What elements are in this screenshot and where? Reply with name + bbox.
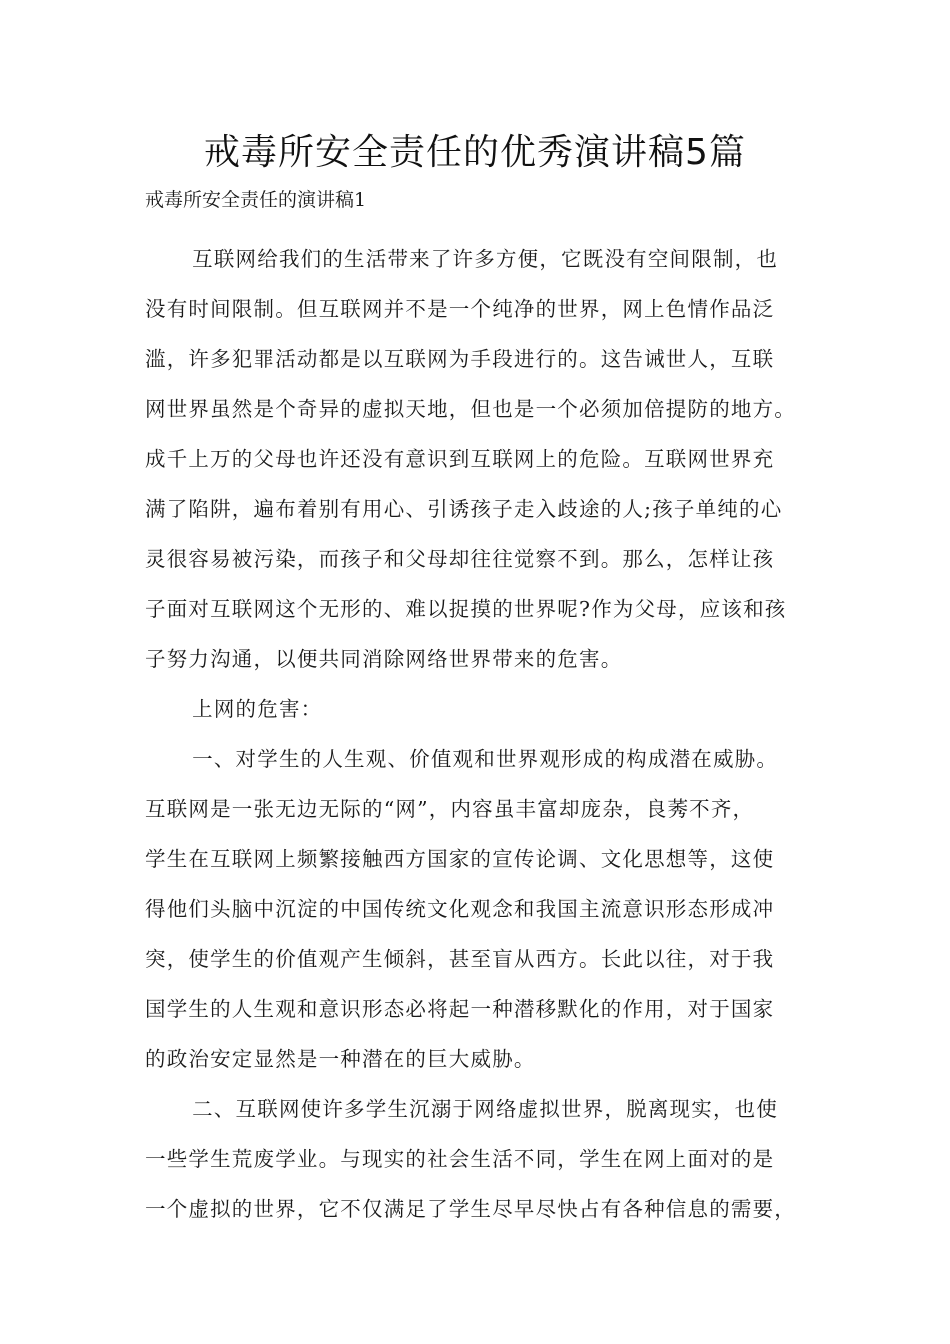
paragraph [145, 684, 810, 734]
text-line: 上网的危害： [192, 697, 323, 721]
section-subtitle: 戒毒所安全责任的演讲稿1 [145, 189, 367, 211]
paragraph [145, 1084, 810, 1234]
text-line: 国学生的人生观和意识形态必将起一种潜移默化的作用，对于国家 [145, 997, 775, 1021]
paragraph [145, 734, 810, 1084]
text-line: 学生在互联网上频繁接触西方国家的宣传论调、文化思想等，这使 [145, 847, 775, 871]
text-line: 没有时间限制。但互联网并不是一个纯净的世界，网上色情作品泛 [145, 297, 775, 321]
text-line: 的政治安定显然是一种潜在的巨大威胁。 [145, 1047, 536, 1071]
text-line: 一个虚拟的世界，它不仅满足了学生尽早尽快占有各种信息的需要， [145, 1197, 796, 1221]
text-line: 突，使学生的价值观产生倾斜，甚至盲从西方。长此以往，对于我 [145, 947, 775, 971]
text-line: 子努力沟通，以便共同消除网络世界带来的危害。 [145, 647, 623, 671]
text-line: 互联网是一张无边无际的“网”，内容虽丰富却庞杂，良莠不齐， [145, 797, 755, 821]
text-line: 网世界虽然是个奇异的虚拟天地，但也是一个必须加倍提防的地方。 [145, 397, 796, 421]
text-line: 一、对学生的人生观、价值观和世界观形成的构成潜在威胁。 [192, 747, 779, 771]
document-title: 戒毒所安全责任的优秀演讲稿5篇 [204, 132, 746, 173]
text-line: 灵很容易被污染，而孩子和父母却往往觉察不到。那么，怎样让孩 [145, 547, 775, 571]
text-line: 互联网给我们的生活带来了许多方便，它既没有空间限制，也 [192, 247, 779, 271]
document-body [145, 234, 810, 1234]
paragraph [145, 234, 810, 684]
text-line: 得他们头脑中沉淀的中国传统文化观念和我国主流意识形态形成冲 [145, 897, 775, 921]
text-line: 滥，许多犯罪活动都是以互联网为手段进行的。这告诫世人，互联 [145, 347, 775, 371]
text-line: 二、互联网使许多学生沉溺于网络虚拟世界，脱离现实，也使 [192, 1097, 779, 1121]
text-line: 子面对互联网这个无形的、难以捉摸的世界呢?作为父母，应该和孩 [145, 597, 787, 621]
text-line: 成千上万的父母也许还没有意识到互联网上的危险。互联网世界充 [145, 447, 775, 471]
text-line: 满了陷阱，遍布着别有用心、引诱孩子走入歧途的人;孩子单纯的心 [145, 497, 783, 521]
text-line: 一些学生荒废学业。与现实的社会生活不同，学生在网上面对的是 [145, 1147, 775, 1171]
